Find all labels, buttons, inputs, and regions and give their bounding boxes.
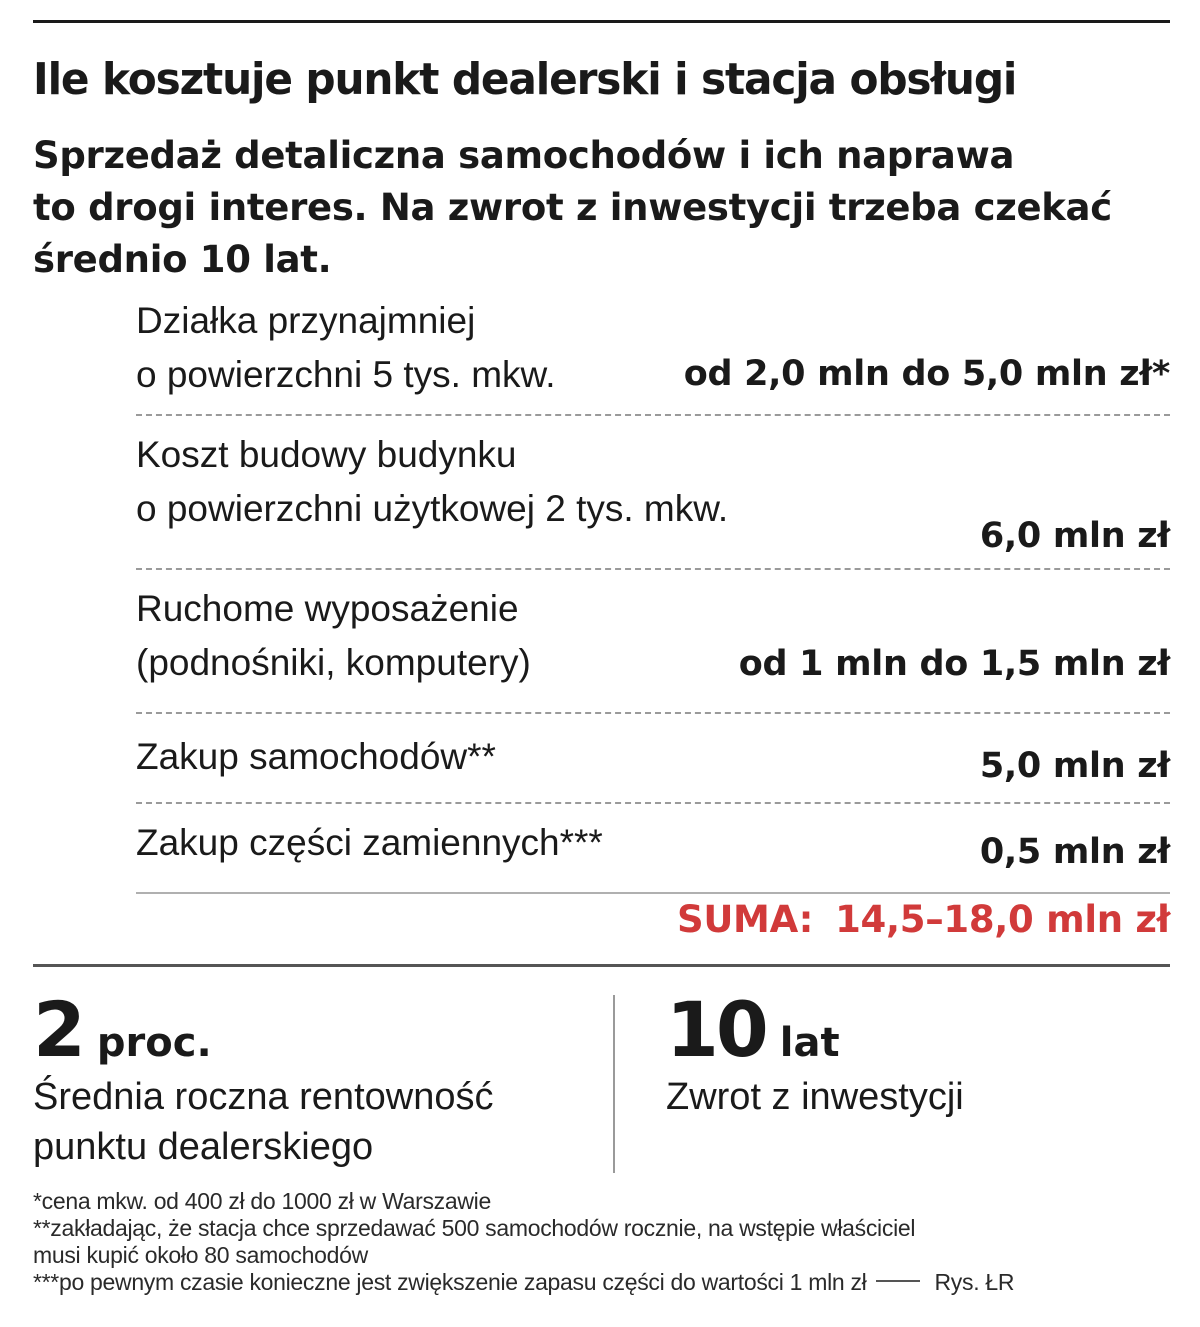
- cost-value: 0,5 mln zł: [979, 832, 1170, 872]
- subtitle-line: średnio 10 lat.: [33, 238, 332, 281]
- cost-label: Działka przynajmniej o powierzchni 5 tys. mkw.: [136, 300, 556, 395]
- cost-row-cars: [136, 714, 1170, 804]
- cost-value: od 1 mln do 1,5 mln zł: [738, 644, 1170, 684]
- cost-value: od 2,0 mln do 5,0 mln zł*: [683, 354, 1170, 394]
- stat-number: 10: [666, 985, 766, 1074]
- footnote: musi kupić około 80 samochodów: [33, 1242, 368, 1268]
- subtitle-line: to drogi interes. Na zwrot z inwestycji trzeba czekać: [33, 186, 1112, 229]
- cost-row-plot: [136, 290, 1170, 416]
- subtitle-line: Sprzedaż detaliczna samochodów i ich naprawa: [33, 134, 1015, 177]
- footnote: *cena mkw. od 400 zł do 1000 zł w Warszawie: [33, 1188, 491, 1214]
- infographic-subtitle: [33, 130, 1170, 286]
- cost-row-building: [136, 416, 1170, 570]
- cost-label: Koszt budowy budynku o powierzchni użytkowej 2 tys. mkw.: [136, 434, 729, 529]
- top-rule: [33, 20, 1170, 23]
- footnote: ***po pewnym czasie konieczne jest zwiększenie zapasu części do wartości 1 mln zł: [33, 1269, 867, 1295]
- cost-value: 5,0 mln zł: [979, 746, 1170, 786]
- stat-description: Średnia roczna rentowność punktu dealerskiego: [33, 1076, 494, 1168]
- cost-table: [136, 290, 1170, 894]
- stat-unit: proc.: [96, 1020, 212, 1066]
- section-rule: [33, 964, 1170, 967]
- stats-divider: [613, 995, 615, 1173]
- footnotes: [33, 1188, 1170, 1296]
- cost-label: Ruchome wyposażenie (podnośniki, komputery): [136, 588, 531, 683]
- sum-total: [677, 898, 1170, 941]
- sum-value: 14,5–18,0 mln zł: [835, 898, 1170, 941]
- cost-label: Zakup samochodów**: [136, 736, 496, 777]
- stat-payback: [666, 985, 964, 1122]
- sum-label: SUMA:: [676, 898, 814, 941]
- stat-profitability: [33, 985, 494, 1172]
- credit: Rys. ŁR: [934, 1269, 1015, 1295]
- stat-unit: lat: [779, 1020, 840, 1066]
- stat-number: 2: [33, 985, 83, 1074]
- footnote: **zakładając, że stacja chce sprzedawać 500 samochodów rocznie, na wstępie właściciel: [33, 1215, 916, 1241]
- cost-row-parts: [136, 804, 1170, 894]
- cost-row-equipment: [136, 570, 1170, 714]
- footnote-last: [33, 1269, 1170, 1296]
- cost-label: Zakup części zamiennych***: [136, 822, 603, 863]
- infographic-title: Ile kosztuje punkt dealerski i stacja obsługi: [33, 54, 1017, 105]
- stat-description: Zwrot z inwestycji: [666, 1076, 964, 1118]
- credit-rule: [876, 1280, 920, 1282]
- cost-value: 6,0 mln zł: [979, 516, 1170, 556]
